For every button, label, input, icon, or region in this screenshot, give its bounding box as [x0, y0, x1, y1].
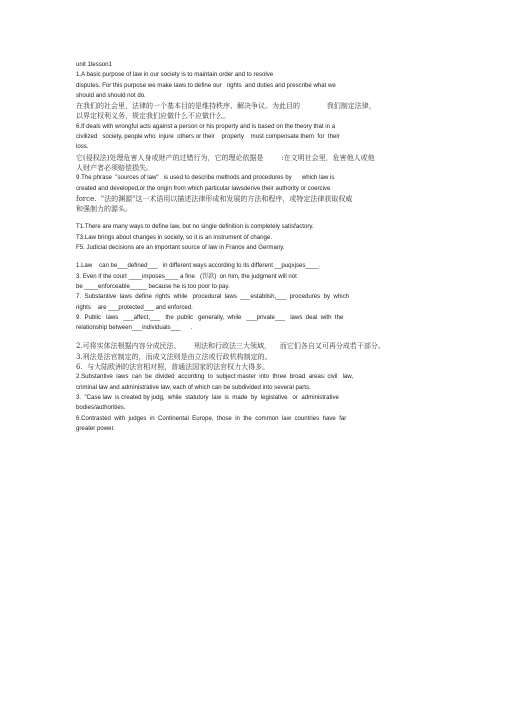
chinese-translation-line: 在我们的社会里，法律的一个基本目的是维持秩序、解决争议。为此目的 我们制定法律， [76, 102, 376, 111]
translation-line: 3. "Case law is created by judg, while statutory law is made by legislative or administrative [76, 393, 339, 401]
chinese-sentence: 3.刑法是法官制定的，而成文法则是由立法或行政机构制定的。 [76, 352, 272, 361]
fill-blank-item: 3. Even if the court ____imposes____ a fine (罚款) on him, the judgment will not [76, 272, 297, 280]
translation-line: 2.Substantive laws can be divided according to subject master into three broad areas: civil law, [76, 373, 354, 381]
section-gap [76, 253, 489, 261]
text-line: 9.The phrase "sources of law" is used to describe methods and procedures by which law is [76, 174, 335, 182]
fill-blank-item: 9. Public laws ___affect,___ the public generally, while ___private___ laws deal with the [76, 313, 344, 321]
fill-blank-item: 1.Law can be___defined___ in different ways according to its different __puqxjses____. [76, 262, 321, 270]
true-false-item: T1.There are many ways to define law, but no single definition is completely satisfactory. [76, 223, 314, 231]
text-line: 6.If deals with wrongful acts against a person or his property and is based on the theory that in a [76, 122, 336, 130]
true-false-item: T3.Law brings about changes in society, so it is an instrument of change. [76, 233, 273, 241]
fill-blank-item: relationship between___individuals___ . [76, 324, 193, 332]
text-line: force. "法的渊源"这一术语用以描述法律形成和发展的方法和程序，或特定法律获取权威 [76, 194, 353, 203]
document-title: unit 1lesson1 [76, 61, 112, 68]
text-line: should and should not do. [76, 91, 146, 99]
chinese-sentence: 2.可将实体法根据内容分成民法、 刑法和行政法三大领域， 而它们各自又可再分成若干部分。 [76, 342, 385, 351]
chinese-sentence: 6. 与大陆欧洲的法官相对照，普通法国家的法官权力大得多。 [76, 363, 270, 372]
fill-blank-item: be ____enforceable_____ because he is too poor to pay. [76, 282, 230, 290]
text-line: 1.A basic purpose of law in our society is to maintain order and to resolve [76, 71, 274, 79]
fill-blank-item: 7. Substantive laws define rights while procedural laws ___establish,___ procedures by which [76, 293, 350, 301]
chinese-translation-line: 以界定权利义务，规定我们应做什么不应做什么。 [76, 112, 230, 121]
section-gap [76, 333, 489, 341]
text-line: created and developed,or the origin from which particular lawsderive their authority or coercive [76, 184, 331, 192]
chinese-translation-line: 人财产者必须赔偿损失。 [76, 163, 153, 172]
chinese-translation-line: 和强制力的源头。 [76, 205, 132, 214]
fill-blank-item: rights are ___protected___ and enforced. [76, 303, 193, 311]
translation-line: bodies/authorities. [76, 404, 126, 412]
section-gap [76, 214, 489, 222]
translation-line: greater power. [76, 424, 115, 432]
chinese-translation-line: 它(侵权法)处理危害人身或财产的过错行为，它的理论依据是 :在文明社会里，危害他人或他 [76, 153, 375, 162]
text-line: loss. [76, 143, 89, 151]
true-false-item: F5. Judicial decisions are an important source of law in France and Germany. [76, 244, 285, 252]
text-line: disputes. For this purpose we make laws to define our rights and duties and prescribe what we [76, 81, 336, 89]
translation-line: criminal law and administrative law, each of which can be subdivided into several parts. [76, 383, 311, 391]
translation-line: 6.Contrasted with judges in Continental Europe, those in the common law countries have far [76, 414, 347, 422]
text-line: civilized society, people who injure others or their property must compensate them for their [76, 133, 340, 141]
